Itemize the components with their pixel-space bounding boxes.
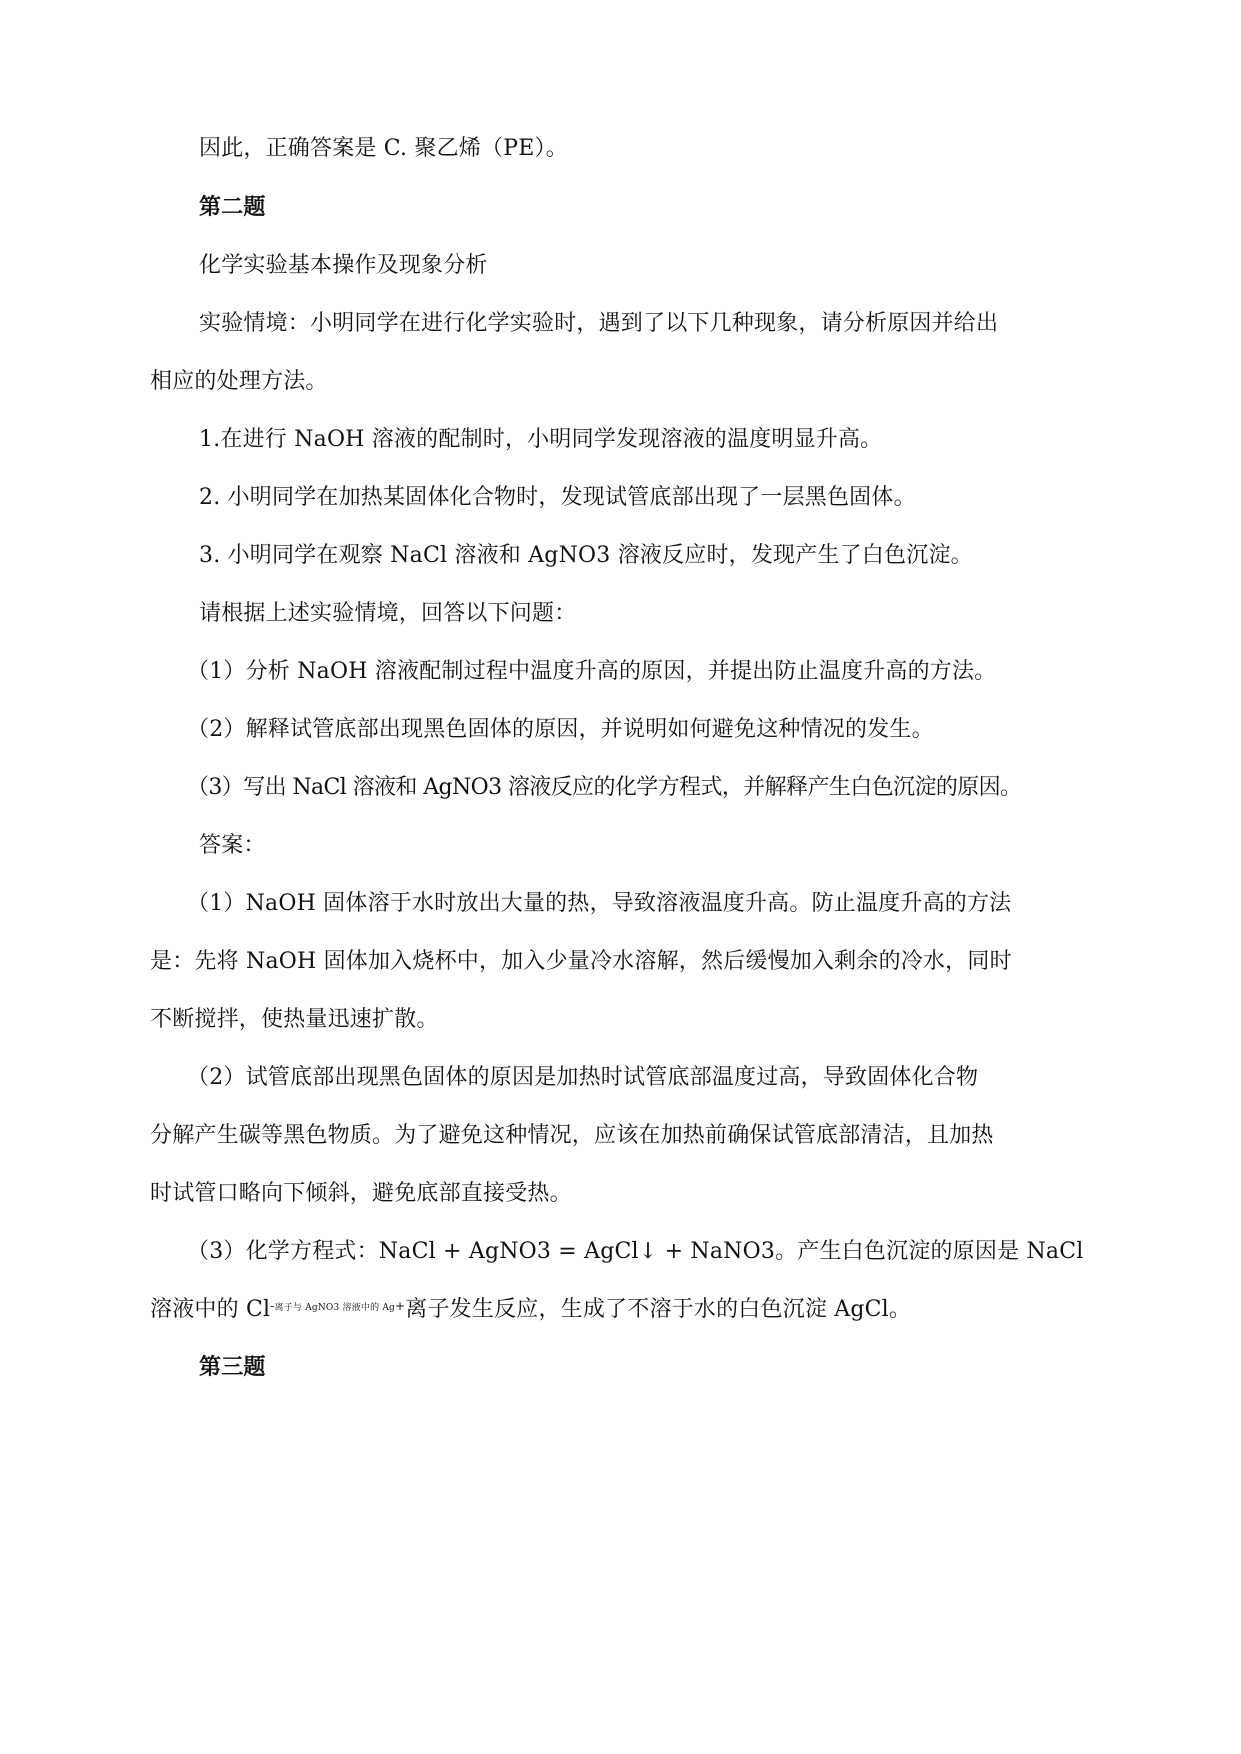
phenomenon-2: 2. 小明同学在加热某固体化合物时，发现试管底部出现了一层黑色固体。 [199,485,916,510]
sub-question-1: （1）分析 NaOH 溶液配制过程中温度升高的原因，并提出防止温度升高的方法。 [187,659,997,684]
answer-1-line-2: 是：先将 NaOH 固体加入烧杯中，加入少量冷水溶解，然后缓慢加入剩余的冷水，同时 [150,949,1012,974]
question-2-heading: 第二题 [199,195,266,220]
questions-intro: 请根据上述实验情境，回答以下问题： [199,601,577,626]
question-2-topic: 化学实验基本操作及现象分析 [199,253,488,278]
answer-1-line-1: （1）NaOH 固体溶于水时放出大量的热，导致溶液温度升高。防止温度升高的方法 [187,891,1012,916]
answer-2-line-3: 时试管口略向下倾斜，避免底部直接受热。 [150,1181,572,1206]
question-3-heading: 第三题 [199,1355,266,1380]
silver-charge: + [395,1299,406,1313]
answer-conclusion: 因此，正确答案是 C. 聚乙烯（PE）。 [199,136,568,161]
answer-3-line-2 [150,1295,1095,1325]
scenario-line-2: 相应的处理方法。 [150,369,328,394]
answer-2-line-2: 分解产生碳等黑色物质。为了避免这种情况，应该在加热前确保试管底部清洁，且加热 [150,1123,994,1148]
phenomenon-1: 1.在进行 NaOH 溶液的配制时，小明同学发现溶液的温度明显升高。 [199,427,883,452]
sub-question-2: （2）解释试管底部出现黑色固体的原因，并说明如何避免这种情况的发生。 [187,717,934,742]
sub-question-3: （3）写出 NaCl 溶液和 AgNO3 溶液反应的化学方程式，并解释产生白色沉淀的原因。 [187,775,1022,800]
chloride-charge: - [270,1299,275,1313]
answer-2-line-1: （2）试管底部出现黑色固体的原因是加热时试管底部温度过高，导致固体化合物 [187,1065,979,1090]
ion-line-small-text: 离子与 AgNO3 溶液中的 Ag [274,1303,396,1313]
answer-3-line-1: （3）化学方程式：NaCl + AgNO3 = AgCl↓ + NaNO3。产生白色沉淀的原因是 NaCl [187,1239,1084,1264]
scenario-line-1: 实验情境：小明同学在进行化学实验时，遇到了以下几种现象，请分析原因并给出 [199,311,999,336]
phenomenon-3: 3. 小明同学在观察 NaCl 溶液和 AgNO3 溶液反应时，发现产生了白色沉淀。 [199,543,973,568]
answer-label: 答案： [199,833,266,858]
answer-1-line-3: 不断搅拌，使热量迅速扩散。 [150,1007,439,1032]
ion-line-lead: 溶液中的 Cl [150,1297,271,1322]
ion-line-tail: 离子发生反应，生成了不溶于水的白色沉淀 AgCl。 [405,1297,912,1322]
